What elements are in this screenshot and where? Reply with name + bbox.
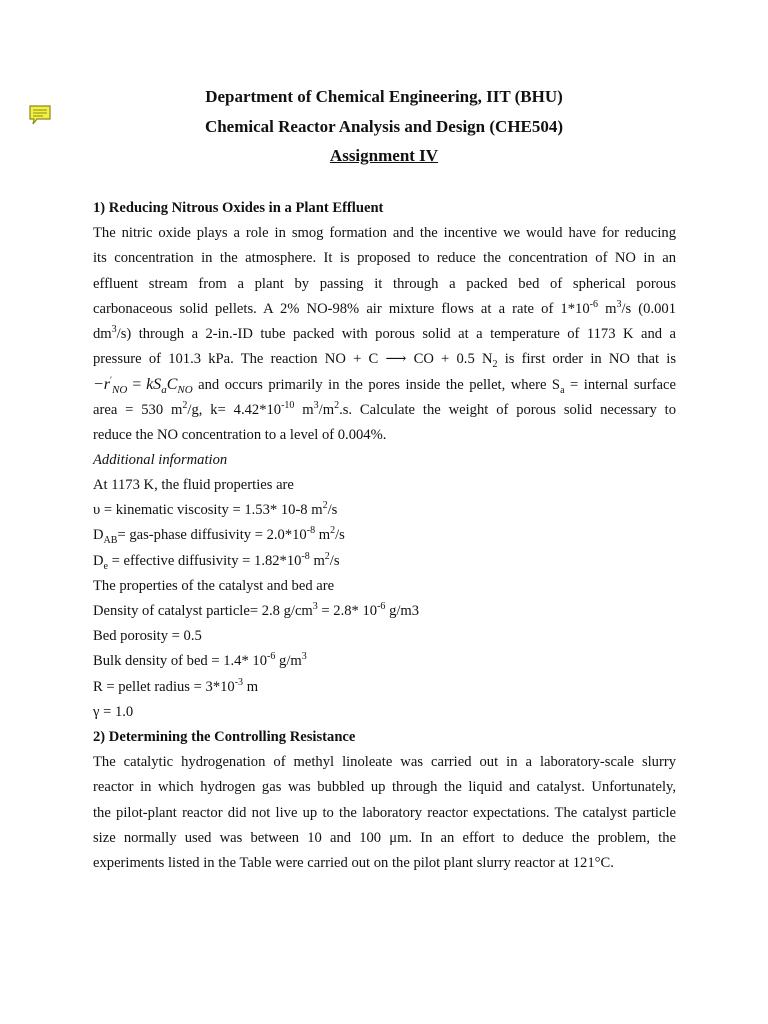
q1-line-7: $-r'_{NO} = kS_aC_{NO}$ and occurs primarily in the pores inside the pellet, where $S_a$ = internal surface xyxy=(93,372,676,397)
pellet-radius: R = pellet radius = $3*10^{-3}$ m xyxy=(93,676,259,695)
q2-line-2: reactor in which hydrogen gas was bubbled up through the liquid and catalyst. Unfortunately, xyxy=(93,779,676,796)
additional-info-label: Additional information xyxy=(93,451,228,468)
q1-line-3: effluent stream from a plant by passing it through a packed bed of spherical porous xyxy=(93,275,676,292)
gas-phase-diffusivity: $D_{AB}=$ gas-phase diffusivity = $2.0*10^{-8}$ $m^2/s$ xyxy=(93,525,345,547)
effective-diffusivity: $D_e$ = effective diffusivity = $1.82*10^{-8}$ $m^2/s$ xyxy=(93,550,340,572)
q1-line-4: carbonaceous solid pellets. A 2% NO-98% air mixture flows at a rate of $1*10^{-6}$ $m^3/s$ (0.001 xyxy=(93,298,677,317)
q2-heading: 2) Determining the Controlling Resistance xyxy=(93,728,356,745)
department-title: Department of Chemical Engineering, IIT (BHU) xyxy=(205,87,563,106)
rate-law-equation: $-r'_{NO} = kS_aC_{NO}$ xyxy=(93,375,193,397)
q1-line-5: $dm^3/s$) through a 2-in.-ID tube packed with porous solid at a temperature of 1173 K and a xyxy=(93,324,676,342)
q1-line-8: area = 530 $m^2/g$, $k= 4.42*10^{-10}$ $m^3/m^2.s$. Calculate the weight of porous solid necessary to xyxy=(93,399,677,418)
document-body xyxy=(93,196,676,876)
fluid-props-intro: At 1173 K, the fluid properties are xyxy=(93,477,294,494)
gamma-value: γ = 1.0 xyxy=(93,703,134,720)
catalyst-props-intro: The properties of the catalyst and bed are xyxy=(93,577,335,594)
q1-line-9: reduce the NO concentration to a level of 0.004%. xyxy=(93,426,387,443)
q1-line-1: The nitric oxide plays a role in smog formation and the incentive we would have for reducing xyxy=(93,225,676,242)
q1-line-6: pressure of 101.3 kPa. The reaction NO + C ⟶ CO + 0.5 $N_2$ is first order in NO that is xyxy=(93,351,676,371)
kinematic-viscosity: υ = kinematic viscosity = 1.53* 10-8 $m^2/s$ xyxy=(93,500,338,519)
course-title: Chemical Reactor Analysis and Design (CHE504) xyxy=(204,117,564,136)
q2-line-4: size normally used was between 10 and 100 μm. In an effort to deduce the problem, the xyxy=(93,829,676,846)
q2-line-3: the pilot-plant reactor did not live up to the laboratory reactor expectations. The catalyst particle xyxy=(93,804,676,821)
q1-heading: 1) Reducing Nitrous Oxides in a Plant Effluent xyxy=(93,200,384,216)
catalyst-density: Density of catalyst particle= 2.8 $g/cm^3 = 2.8*$ $10^{-6}$ g/m3 xyxy=(93,601,420,619)
bulk-density: Bulk density of bed = 1.4* $10^{-6}$ $g/m^3$ xyxy=(93,651,307,670)
q1-line-2: its concentration in the atmosphere. It is proposed to reduce the concentration of NO in an xyxy=(93,250,676,267)
bed-porosity: Bed porosity = 0.5 xyxy=(93,628,202,645)
assignment-title: Assignment IV xyxy=(329,146,439,165)
q2-line-1: The catalytic hydrogenation of methyl linoleate was carried out in a laboratory-scale slurry xyxy=(93,754,676,771)
q2-line-5: experiments listed in the Table were carried out on the pilot plant slurry reactor at 121°C. xyxy=(93,854,614,871)
